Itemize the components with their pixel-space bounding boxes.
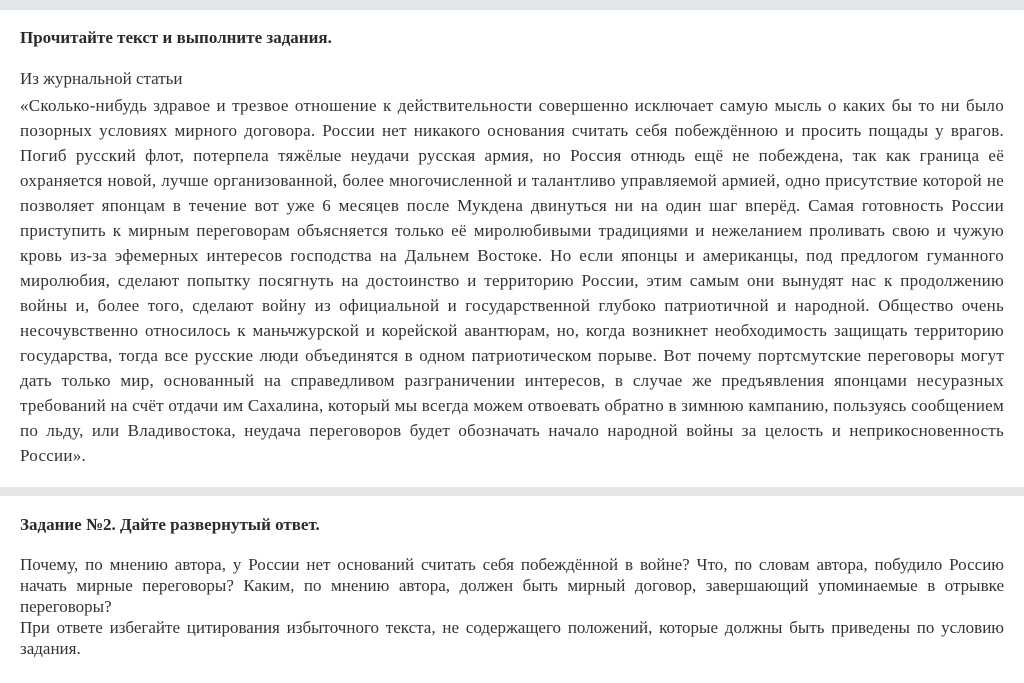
- source-label: Из журнальной статьи: [20, 69, 183, 88]
- task-section: [0, 496, 1024, 659]
- top-divider: [0, 0, 1024, 10]
- section-divider: [0, 487, 1024, 496]
- reading-heading: Прочитайте текст и выполните задания.: [20, 28, 332, 47]
- task-question: Почему, по мнению автора, у России нет оснований считать себя побеждённой в войне? Что, по словам автора, побудило Россию начать мирные переговоры? Каким, по мнению автора, должен быть мирный договор, завершающий упоминаемые в отрывке переговоры?: [20, 555, 1004, 616]
- reading-section: [0, 10, 1024, 487]
- task-heading: Задание №2. Дайте развернутый ответ.: [20, 515, 320, 534]
- quote-text: «Сколько-нибудь здравое и трезвое отношение к действительности совершенно исключает самую мысль о каких бы то ни было позорных условиях мирного договора. России нет никакого основания считать себя побеждённою и просить пощады у врагов. Погиб русский флот, потерпела тяжёлые неудачи русская армия, но Россия отнюдь ещё не побеждена, так как граница её охраняется новой, лучше организованной, более многочисленной и талантливо управляемой армией, одно присутствие которой не позволяет японцам в течение вот уже 6 месяцев после Мукдена двинуться ни на один шаг вперёд. Самая готовность России приступить к мирным переговорам объясняется только её миролюбивыми традициями и нежеланием проливать свою и чужую кровь из-за эфемерных интересов господства на Дальнем Востоке. Но если японцы и американцы, под предлогом гуманного миролюбия, сделают попытку посягнуть на достоинство и территорию России, этим самым они вынудят нас к продолжению войны и, более того, сделают войну из официальной и государственной глубоко патриотичной и народной. Общество очень несочувственно относилось к маньчжурской и корейской авантюрам, но, когда возникнет необходимость защищать территорию государства, тогда все русские люди объединятся в одном патриотическом порыве. Вот почему портсмутские переговоры могут дать только мир, основанный на справедливом разграничении интересов, в случае же предъявления японцами несуразных требований на счёт отдачи им Сахалина, который мы всегда можем отвоевать обратно в зимнюю кампанию, пользуясь сообщением по льду, или Владивостока, неудача переговоров будет обозначать начало народной войны за целость и неприкосновенность России».: [20, 96, 1004, 465]
- task-instruction: При ответе избегайте цитирования избыточного текста, не содержащего положений, которые должны быть приведены по условию задания.: [20, 618, 1004, 658]
